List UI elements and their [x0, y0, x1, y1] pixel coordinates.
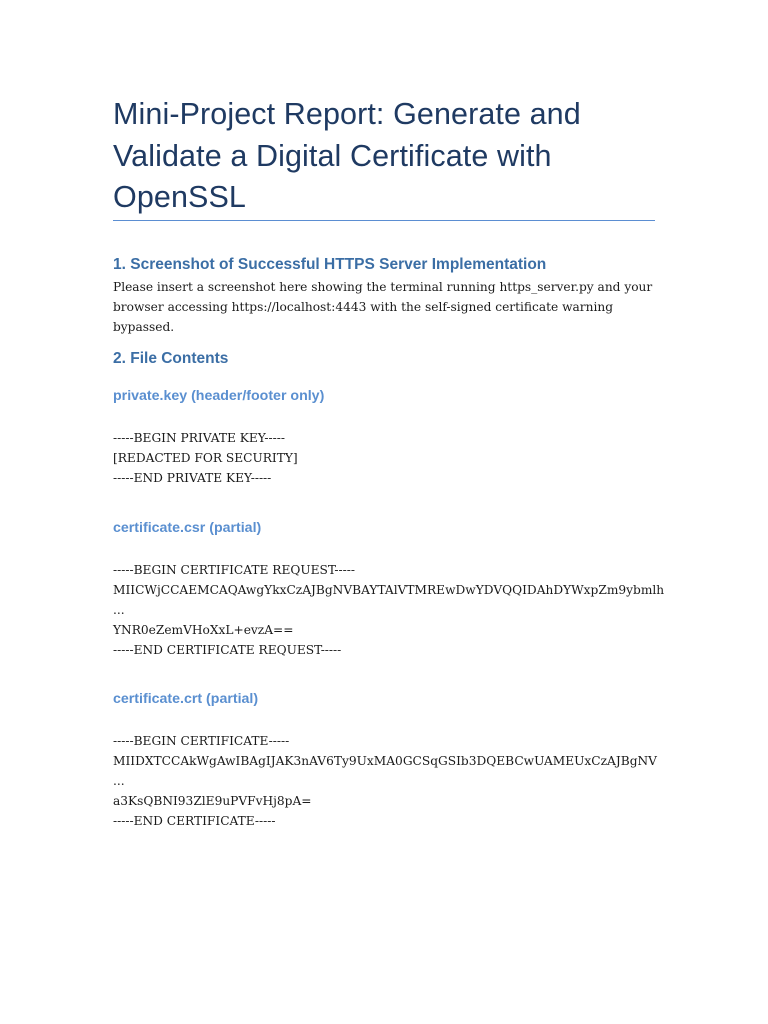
private-key-block	[113, 428, 298, 488]
crt-block	[113, 731, 657, 831]
code-line: -----END CERTIFICATE REQUEST-----	[113, 643, 342, 657]
csr-block	[113, 560, 664, 660]
code-line: MIICWjCCAEMCAQAwgYkxCzAJBgNVBAYTAlVTMREwDwYDVQQIDAhDYWxpZm9ybmlh	[113, 583, 665, 597]
section-heading-file-contents: 2. File Contents	[113, 350, 229, 367]
section-heading-screenshot: 1. Screenshot of Successful HTTPS Server Implementation	[113, 256, 547, 273]
title-divider	[113, 220, 655, 221]
code-line: -----END CERTIFICATE-----	[113, 814, 276, 828]
code-line: YNR0eZemVHoXxL+evzA==	[113, 623, 294, 637]
code-line: ...	[113, 603, 125, 617]
screenshot-instructions	[113, 277, 673, 337]
code-line: -----BEGIN PRIVATE KEY-----	[113, 431, 286, 445]
code-line: -----BEGIN CERTIFICATE-----	[113, 734, 290, 748]
code-line: [REDACTED FOR SECURITY]	[113, 451, 298, 465]
code-line: ...	[113, 774, 125, 788]
subheading-private-key: private.key (header/footer only)	[113, 388, 325, 404]
code-line: -----BEGIN CERTIFICATE REQUEST-----	[113, 563, 356, 577]
instructions-line: Please insert a screenshot here showing the terminal running https_server.py and your	[113, 280, 653, 294]
document-title: Mini-Project Report: Generate and Validate a Digital Certificate with OpenSSL	[113, 97, 581, 214]
instructions-line: browser accessing https://localhost:4443 with the self-signed certificate warning bypassed.	[113, 300, 614, 334]
subheading-certificate-crt: certificate.crt (partial)	[113, 691, 259, 707]
code-line: a3KsQBNI93ZlE9uPVFvHj8pA=	[113, 794, 312, 808]
code-line: -----END PRIVATE KEY-----	[113, 471, 272, 485]
subheading-certificate-csr: certificate.csr (partial)	[113, 520, 262, 536]
code-line: MIIDXTCCAkWgAwIBAgIJAK3nAV6Ty9UxMA0GCSqGSIb3DQEBCwUAMEUxCzAJBgNV	[113, 754, 657, 768]
